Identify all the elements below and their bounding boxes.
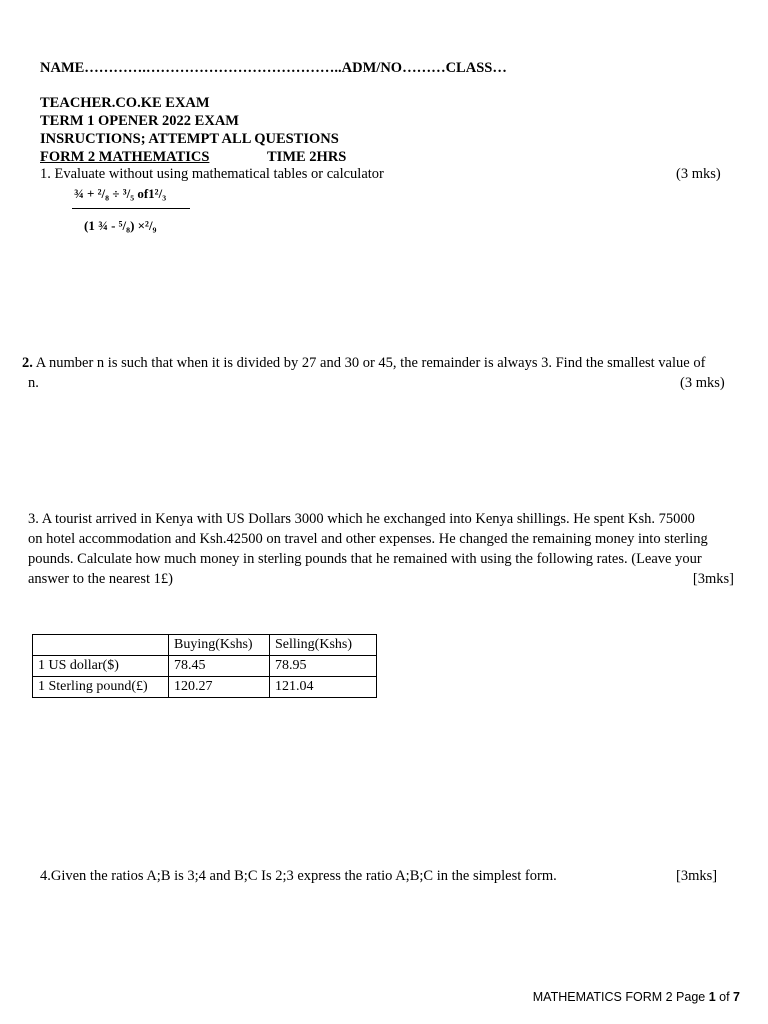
table-cell: 1 US dollar($)	[33, 656, 169, 677]
fraction-bar	[72, 208, 190, 209]
question-3-line-2: on hotel accommodation and Ksh.42500 on travel and other expenses. He changed the remaining money into sterling	[28, 531, 708, 547]
exam-source: TEACHER.CO.KE EXAM	[40, 95, 210, 111]
footer-of: of	[715, 990, 734, 1004]
exchange-rates-table	[32, 634, 377, 698]
question-4-text: 4.Given the ratios A;B is 3;4 and B;C Is 2;3 express the ratio A;B;C in the simplest form.	[40, 868, 557, 884]
table-header-row	[33, 635, 377, 656]
question-4-marks: [3mks]	[676, 868, 718, 884]
question-3-line-1: 3. A tourist arrived in Kenya with US Dollars 3000 which he exchanged into Kenya shillings. He spent Ksh. 75000	[28, 511, 695, 527]
question-3-line-4-text: answer to the nearest 1£)	[28, 571, 173, 587]
question-2-line	[22, 355, 705, 372]
table-header-cell: Selling(Kshs)	[270, 635, 377, 656]
table-cell: 78.45	[169, 656, 270, 677]
question-2-marks: (3 mks)	[680, 375, 725, 391]
page-footer	[533, 990, 740, 1004]
question-1-denominator: (1 ¾ - ⁵/₈) ×²/₉	[84, 218, 157, 233]
question-3-text	[28, 509, 738, 589]
exam-title: TERM 1 OPENER 2022 EXAM	[40, 113, 239, 129]
question-3-line-4	[28, 569, 738, 589]
subject-label: FORM 2 MATHEMATICS	[40, 149, 210, 165]
question-2-text-cont: n.	[28, 375, 39, 391]
footer-prefix: MATHEMATICS FORM 2 Page	[532, 990, 709, 1004]
footer-page-total: 7	[733, 990, 740, 1004]
question-2-text: A number n is such that when it is divided by 27 and 30 or 45, the remainder is always 3. Find the smallest value of	[35, 355, 706, 371]
table-row	[33, 656, 377, 677]
table-header-cell: Buying(Kshs)	[169, 635, 270, 656]
student-details-line: NAME………….…………………………………..ADM/NO………CLASS…	[40, 60, 507, 76]
time-label: TIME 2HRS	[267, 149, 347, 165]
table-cell: 1 Sterling pound(£)	[33, 677, 169, 698]
question-1-marks: (3 mks)	[676, 166, 721, 182]
table-cell: 120.27	[169, 677, 270, 698]
subject-time-line	[40, 149, 349, 166]
table-row	[33, 677, 377, 698]
table-cell: 78.95	[270, 656, 377, 677]
table-header-cell	[33, 635, 169, 656]
question-2-number: 2.	[22, 355, 33, 371]
question-3-line-3: pounds. Calculate how much money in sterling pounds that he remained with using the following rates. (Leave your	[28, 551, 702, 567]
footer-page-number: 1	[708, 990, 716, 1004]
question-1-text: 1. Evaluate without using mathematical tables or calculator	[40, 166, 384, 182]
table-cell: 121.04	[270, 677, 377, 698]
instructions: INSRUCTIONS; ATTEMPT ALL QUESTIONS	[40, 131, 339, 147]
question-1-numerator: ¾ + ²/₈ ÷ ³/₅ of1²/₃	[74, 186, 167, 201]
question-3-marks: [3mks]	[692, 571, 734, 587]
